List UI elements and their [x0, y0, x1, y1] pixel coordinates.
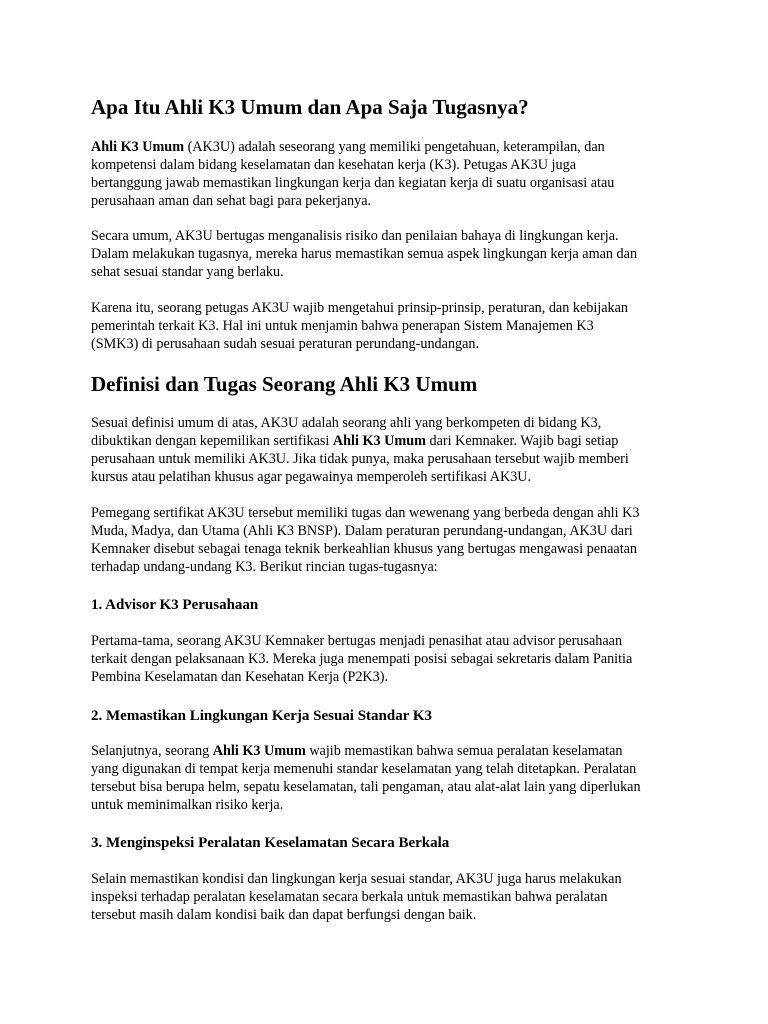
paragraph-line: (SMK3) di perusahaan sudah sesuai peraturan perundang-undangan.: [91, 336, 480, 352]
paragraph-line: Pertama-tama, seorang AK3U Kemnaker bertugas menjadi penasihat atau advisor perusahaan: [91, 633, 623, 649]
task-1-heading: 1. Advisor K3 Perusahaan: [91, 597, 259, 613]
paragraph-line: Dalam melakukan tugasnya, mereka harus memastikan semua aspek lingkungan kerja aman dan: [91, 246, 638, 262]
definition-paragraph-2: [91, 504, 686, 576]
line-text: (AK3U) adalah seseorang yang memiliki pengetahuan, keterampilan, dan: [184, 139, 605, 155]
line-text: dari Kemnaker. Wajib bagi setiap: [425, 433, 619, 449]
task-3-heading: 3. Menginspeksi Peralatan Keselamatan Secara Berkala: [91, 835, 450, 851]
paragraph-line: yang digunakan di tempat kerja memenuhi standar keselamatan yang telah ditetapkan. Peralatan: [91, 761, 637, 777]
page-title: Apa Itu Ahli K3 Umum dan Apa Saja Tugasnya?: [91, 95, 529, 119]
bold-term: Ahli K3 Umum: [91, 139, 185, 155]
paragraph-line: tersebut bisa berupa helm, sepatu keselamatan, tali pengaman, atau alat-alat lain yang diperlukan: [91, 779, 641, 795]
paragraph-line: terkait dengan pelaksanaan K3. Mereka juga menempati posisi sebagai sekretaris dalam Panitia: [91, 651, 633, 667]
paragraph-line: perusahaan untuk memiliki AK3U. Jika tidak punya, maka perusahaan tersebut wajib memberi: [91, 451, 629, 467]
paragraph-line: kompetensi dalam bidang keselamatan dan kesehatan kerja (K3). Petugas AK3U juga: [91, 157, 576, 173]
task-2-heading: 2. Memastikan Lingkungan Kerja Sesuai Standar K3: [91, 708, 433, 724]
paragraph-line: bertanggung jawab memastikan lingkungan kerja dan kegiatan kerja di suatu organisasi atau: [91, 175, 615, 191]
line-text: Selanjutnya, seorang: [91, 743, 213, 759]
paragraph-line: kursus atau pelatihan khusus agar pegawainya memperoleh sertifikasi AK3U.: [91, 469, 532, 485]
paragraph-line: Secara umum, AK3U bertugas menganalisis risiko dan penilaian bahaya di lingkungan kerja.: [91, 228, 619, 244]
paragraph-line: [91, 742, 686, 760]
paragraph-line: inspeksi terhadap peralatan keselamatan secara berkala untuk memastikan bahwa peralatan: [91, 889, 608, 905]
paragraph-line: [91, 432, 686, 450]
paragraph-line: perusahaan aman dan sehat bagi para pekerjanya.: [91, 193, 372, 209]
paragraph-line: sehat sesuai standar yang berlaku.: [91, 264, 284, 280]
task-2-paragraph: [91, 742, 686, 814]
task-1-paragraph: [91, 632, 686, 686]
paragraph-line: [91, 138, 686, 156]
line-text: dibuktikan dengan kepemilikan sertifikasi: [91, 433, 333, 449]
paragraph-line: Selain memastikan kondisi dan lingkungan kerja sesuai standar, AK3U juga harus melakukan: [91, 871, 622, 887]
paragraph-line: Pembina Keselamatan dan Kesehatan Kerja (P2K3).: [91, 669, 389, 685]
intro-paragraph-3: [91, 299, 686, 353]
paragraph-line: Kemnaker disebut sebagai tenaga teknik berkeahlian khusus yang bertugas mengawasi penaatan: [91, 541, 638, 557]
definition-paragraph-1: [91, 414, 686, 486]
paragraph-line: untuk meminimalkan risiko kerja.: [91, 797, 284, 813]
line-text: wajib memastikan bahwa semua peralatan keselamatan: [305, 743, 623, 759]
bold-term: Ahli K3 Umum: [212, 743, 306, 759]
bold-term: Ahli K3 Umum: [332, 433, 426, 449]
paragraph-line: Muda, Madya, dan Utama (Ahli K3 BNSP). Dalam peraturan perundang-undangan, AK3U dari: [91, 523, 633, 539]
paragraph-line: terhadap undang-undang K3. Berikut rincian tugas-tugasnya:: [91, 559, 438, 575]
paragraph-line: pemerintah terkait K3. Hal ini untuk menjamin bahwa penerapan Sistem Manajemen K3: [91, 318, 594, 334]
paragraph-line: tersebut masih dalam kondisi baik dan dapat berfungsi dengan baik.: [91, 907, 477, 923]
task-3-paragraph: [91, 870, 686, 924]
paragraph-line: Pemegang sertifikat AK3U tersebut memiliki tugas dan wewenang yang berbeda dengan ahli K3: [91, 505, 640, 521]
intro-paragraph-2: [91, 227, 686, 281]
intro-paragraph-1: [91, 138, 686, 210]
paragraph-line: Sesuai definisi umum di atas, AK3U adalah seorang ahli yang berkompeten di bidang K3,: [91, 415, 602, 431]
section-heading: Definisi dan Tugas Seorang Ahli K3 Umum: [91, 372, 478, 396]
paragraph-line: Karena itu, seorang petugas AK3U wajib mengetahui prinsip-prinsip, peraturan, dan kebijakan: [91, 300, 628, 316]
